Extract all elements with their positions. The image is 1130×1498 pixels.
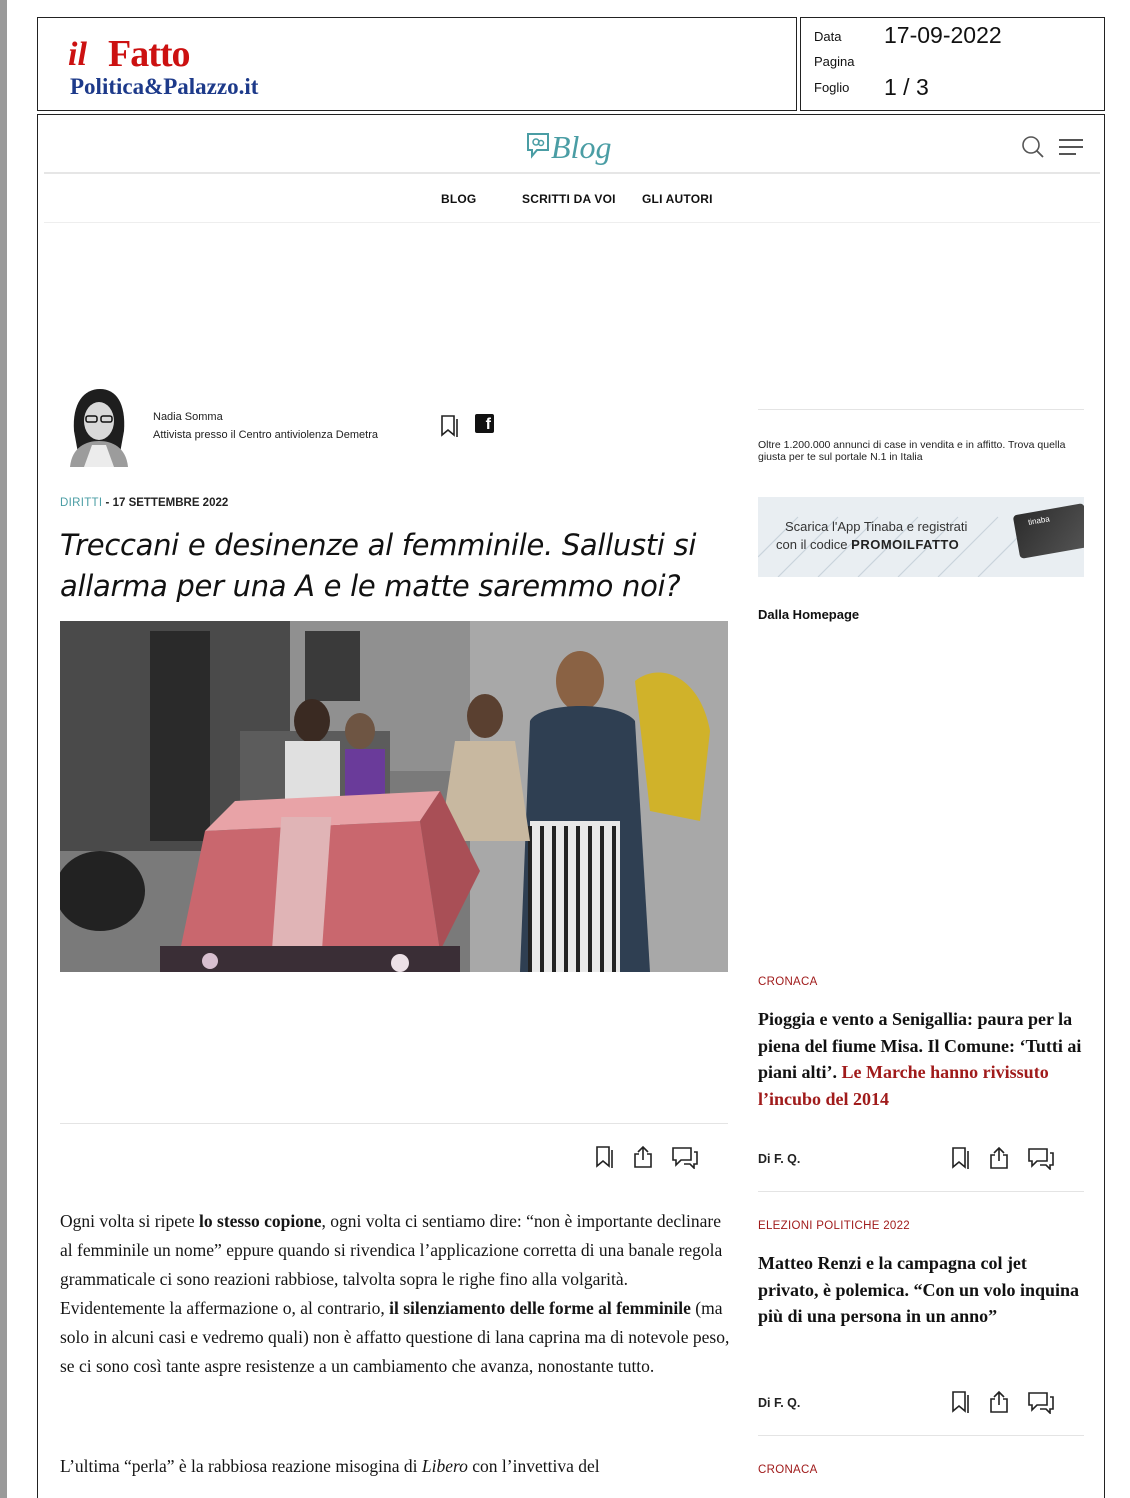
text-run: (ma solo in alcuni casi e vedremo quali) non è affatto questione di lana caprina ma di notevole peso, se ci sono così tante aspre resistenze a un cambiamento che avanza, nonostante tutto.	[60, 1298, 730, 1376]
sidebar-item-title[interactable]	[758, 1250, 1088, 1330]
bookmark-icon[interactable]	[950, 1146, 972, 1170]
sidebar-divider	[758, 409, 1084, 410]
page-edge	[0, 0, 7, 1498]
sidebar-item-title[interactable]	[758, 1006, 1088, 1112]
bookmark-icon[interactable]	[594, 1145, 616, 1169]
text-run: con l’invettiva del	[467, 1456, 600, 1476]
sidebar-item-actions	[950, 1146, 1067, 1170]
data-value: 17-09-2022	[884, 22, 1002, 48]
data-label: Data	[814, 29, 842, 44]
sidebar-item-byline: Di F. Q.	[758, 1396, 801, 1410]
text-run: L’ultima “perla” è la rabbiosa reazione misogina di	[60, 1456, 422, 1476]
hamburger-menu-icon[interactable]	[1058, 137, 1084, 157]
text-bold: lo stesso copione	[199, 1211, 322, 1231]
bookmark-icon[interactable]	[950, 1390, 972, 1414]
sidebar-divider	[758, 1435, 1084, 1436]
comment-icon[interactable]	[1027, 1146, 1055, 1170]
press-info-box	[800, 17, 1105, 111]
header-divider	[44, 172, 1100, 174]
text-bold: il silenziamento delle forme al femminile	[389, 1298, 691, 1318]
share-icon[interactable]	[988, 1390, 1010, 1414]
ad-banner[interactable]	[758, 497, 1084, 577]
sidebar-item-byline: Di F. Q.	[758, 1152, 801, 1166]
author-avatar[interactable]	[62, 383, 136, 467]
sidebar-section-title: Dalla Homepage	[758, 607, 860, 622]
article-kicker	[60, 497, 228, 509]
sidebar-item-title-text: Matteo Renzi e la campagna col jet privato, è polemica. “Con un volo inquina più di una persona in un anno”	[758, 1253, 1080, 1326]
article-category[interactable]: DIRITTI	[60, 497, 103, 509]
article-date: - 17 SETTEMBRE 2022	[102, 497, 229, 509]
article-hero-image	[60, 621, 728, 972]
blog-logo-text: Blog	[551, 129, 612, 165]
comment-icon[interactable]	[1027, 1390, 1055, 1414]
sidebar-item-category[interactable]: CRONACA	[758, 976, 818, 988]
article-paragraph	[60, 1207, 730, 1381]
share-icon[interactable]	[632, 1145, 654, 1169]
comment-icon[interactable]	[671, 1145, 699, 1169]
text-run: Ogni volta si ripete	[60, 1211, 200, 1231]
article-actions	[594, 1145, 711, 1169]
ad-line-2	[776, 537, 959, 552]
sidebar-item-title-accent: Le Marche hanno rivissuto l’incubo del 2014	[758, 1062, 1049, 1109]
nav-blog[interactable]: BLOG	[441, 192, 477, 206]
sidebar-item-title-text: Pioggia e vento a Senigallia: paura per la piena del fiume Misa. Il Comune: ‘Tutti ai piani alti’.	[758, 1009, 1082, 1082]
logo-subtitle: Politica&Palazzo.it	[70, 74, 259, 99]
sidebar-item-category[interactable]: ELEZIONI POLITICHE 2022	[758, 1220, 910, 1232]
masthead	[37, 17, 797, 111]
blog-page	[37, 114, 1105, 1498]
ad-card-brand: tinaba	[1027, 514, 1051, 527]
ad-line-1: Scarica l'App Tinaba e registrati	[785, 519, 968, 534]
pagina-label: Pagina	[814, 54, 855, 69]
author-role: Attivista presso il Centro antiviolenza Demetra	[153, 429, 378, 441]
chat-bubble-icon	[525, 131, 551, 159]
foglio-value: 1 / 3	[884, 74, 929, 100]
sidebar-item-actions	[950, 1390, 1067, 1414]
text-run: , ogni volta ci sentiamo dire: “non è importante declinare al femminile un nome” eppure quando si rivendica l’applicazione corretta di una banale regola grammaticale ci sono reazioni rabbiose, talvolta sopra le righe fino alla volgarità. Evidentemente la affermazione o, al contrario,	[60, 1211, 723, 1318]
search-icon[interactable]	[1021, 135, 1045, 159]
nav-scritti-da-voi[interactable]: SCRITTI DA VOI	[522, 192, 616, 206]
logo-il: il	[68, 36, 87, 73]
blog-logo[interactable]	[525, 125, 635, 167]
article-paragraph	[60, 1452, 730, 1481]
sidebar-item-category[interactable]: CRONACA	[758, 1464, 818, 1476]
facebook-icon[interactable]: f	[475, 414, 494, 433]
nav-divider	[44, 222, 1100, 223]
text-italic: Libero	[421, 1456, 468, 1476]
logo-fatto: Fatto	[108, 33, 190, 75]
nav-gli-autori[interactable]: GLI AUTORI	[642, 192, 713, 206]
article-divider	[60, 1123, 728, 1124]
bookmark-icon[interactable]	[439, 414, 461, 438]
sidebar-divider	[758, 1191, 1084, 1192]
share-icon[interactable]	[988, 1146, 1010, 1170]
article-headline: Treccani e desinenze al femminile. Sallusti si allarma per una A e le matte saremmo noi?	[60, 528, 697, 603]
site-logo[interactable]	[68, 32, 318, 102]
author-name[interactable]: Nadia Somma	[153, 411, 223, 423]
ad-line-2-prefix: con il codice	[776, 537, 852, 552]
foglio-label: Foglio	[814, 80, 850, 95]
ad-promo-code: PROMOILFATTO	[851, 537, 960, 552]
promo-text[interactable]: Oltre 1.200.000 annunci di case in vendita e in affitto. Trova quella giusta per te sul portale N.1 in Italia	[758, 439, 1066, 463]
